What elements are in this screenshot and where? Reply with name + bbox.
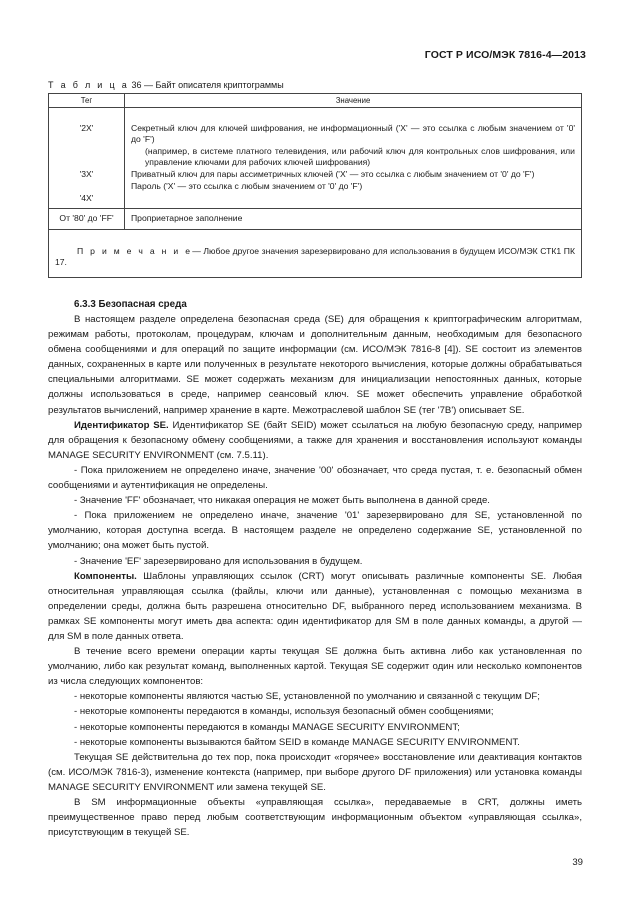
list-item: - некоторые компоненты передаются в команды MANAGE SECURITY ENVIRONMENT; xyxy=(74,721,460,733)
value-4x: Пароль ('X' — это ссылка с любым значением от '0' до 'F') xyxy=(131,180,363,191)
list-item: - Пока приложением не определено иначе, значение '01' зарезервировано для SE, установленной по умолчанию, которая доступна всегда. В настоящем разделе не определено содержание SE, установленной по умолчанию; она может быть пустой. xyxy=(48,510,582,552)
note-label: П р и м е ч а н и е xyxy=(77,245,193,256)
proprietary-value-cell: Проприетарное заполнение xyxy=(125,209,582,230)
table-note-row xyxy=(49,229,582,277)
paragraph: В течение всего времени операции карты текущая SE должна быть активна либо как установленная по умолчанию, либо как результат команд, выполненных картой. Текущая SE содержит один или несколько компонентов из числа следующих компонентов: xyxy=(48,646,582,688)
paragraph-text: Шаблоны управляющих ссылок (CRT) могут описывать различные компоненты SE. Любая относительная управляющая ссылка (файлы, ключи или данные), установленная с помощью механизма в определении среды, должна быть разрешена относительно DF, выбранного перед использованием механизма. В рамках SE компоненты могут иметь два аспекта: один идентификатор для SM в поле данных команды, а другой — для SM в поле данных ответа. xyxy=(48,570,582,642)
list-item: - Значение 'FF' обозначает, что никакая операция не может быть выполнена в данной среде. xyxy=(74,495,490,507)
paragraph xyxy=(48,569,582,644)
list-item: - некоторые компоненты являются частью SE, установленной по умолчанию и связанной с текущим DF; xyxy=(74,691,540,703)
value-2x-example: (например, в системе платного телевидения, или рабочий ключ для контрольных слов шифрования, или управление ключами для рабочих ключей шифрования) xyxy=(145,145,575,168)
tag-3x: '3X' xyxy=(79,168,94,179)
list-item: - Значение 'EF' зарезервировано для использования в будущем. xyxy=(74,555,363,567)
table-row xyxy=(49,209,582,230)
list-item: - некоторые компоненты вызываются байтом SEID в команде MANAGE SECURITY ENVIRONMENT. xyxy=(74,736,520,748)
paragraph-text: Идентификатор SE (байт SEID) может ссылаться на любую безопасную среду, например для обращения к безопасному обмену сообщениями, а также для хранения и восстановления используют команды MANAGE SECURITY ENVIRONMENT (см. 7.5.11). xyxy=(48,419,582,461)
paragraph: В настоящем разделе определена безопасная среда (SE) для обращения к криптографическим алгоритмам, режимам работы, протоколам, процедурам, ключам и дополнительным данным, необходимым для безопасного обмена сообщениями и для операций по защите информации (см. ИСО/МЭК 7816-8 [4]). SE состоит из элементов данных, сохраненных в карте или полученных в результате некоторого вычисления, которые должны обрабатываться специальными алгоритмами. SE может содержать механизм для инициализации непостоянных данных, которые должны использоваться в среде, например сеансовый ключ. SE может обеспечить управление обработкой результатов вычислений, например хранение в карте. Межотраслевой шаблон SE (тег '7B') описывает SE. xyxy=(48,314,582,416)
table-note xyxy=(49,229,582,277)
value-3x: Приватный ключ для пары ассиметричных ключей ('X' — это ссылка с любым значением от '0' до 'F') xyxy=(131,168,535,179)
value-cell xyxy=(125,107,582,209)
list-item: - некоторые компоненты передаются в команды, используя безопасный обмен сообщениями; xyxy=(74,706,494,718)
tag-2x: '2X' xyxy=(79,122,94,133)
paragraph: Текущая SE действительна до тех пор, пока происходит «горячее» восстановление или деактивация контактов (см. ИСО/МЭК 7816-3), изменение контекста (например, при выборе другого DF приложения) или установка команды MANAGE SECURITY ENVIRONMENT или замена текущей SE. xyxy=(48,751,582,793)
section-heading: 6.3.3 Безопасная среда xyxy=(74,299,187,310)
list-item: - Пока приложением не определено иначе, значение '00' обозначает, что среда пустая, т. е. безопасный обмен сообщениями и аутентификация не определены. xyxy=(48,464,582,492)
cryptogram-descriptor-table xyxy=(48,93,582,278)
body-text xyxy=(48,297,582,840)
tag-range-cell: От '80' до 'FF' xyxy=(49,209,125,230)
table-caption-prefix: Т а б л и ц а xyxy=(48,80,129,90)
table-caption xyxy=(48,80,284,90)
table-caption-text: 36 — Байт описателя криптограммы xyxy=(131,80,284,90)
term-components: Компоненты. xyxy=(74,570,137,582)
value-2x: Секретный ключ для ключей шифрования, не информационный ('X' — это ссылка с любым значением от '0' до 'F') xyxy=(131,122,575,145)
tag-cell xyxy=(49,107,125,209)
table-row xyxy=(49,107,582,209)
column-header-value: Значение xyxy=(125,94,582,108)
note-text: — Любое другое значения зарезервировано для использования в будущем ИСО/МЭК СТК1 ПК 17. xyxy=(55,245,575,268)
tag-4x: '4X' xyxy=(79,192,94,203)
standard-code: ГОСТ Р ИСО/МЭК 7816-4—2013 xyxy=(424,49,586,61)
paragraph: В SM информационные объекты «управляющая ссылка», передаваемые в CRT, должны иметь преимущественное право перед любым соответствующим информационным объектом «управляющая ссылка», присутствующим в текущей SE. xyxy=(48,797,582,839)
term-se-identifier: Идентификатор SE. xyxy=(74,419,169,431)
paragraph xyxy=(48,418,582,463)
page-number: 39 xyxy=(572,857,583,868)
table-header-row xyxy=(49,94,582,108)
column-header-tag: Тег xyxy=(49,94,125,108)
